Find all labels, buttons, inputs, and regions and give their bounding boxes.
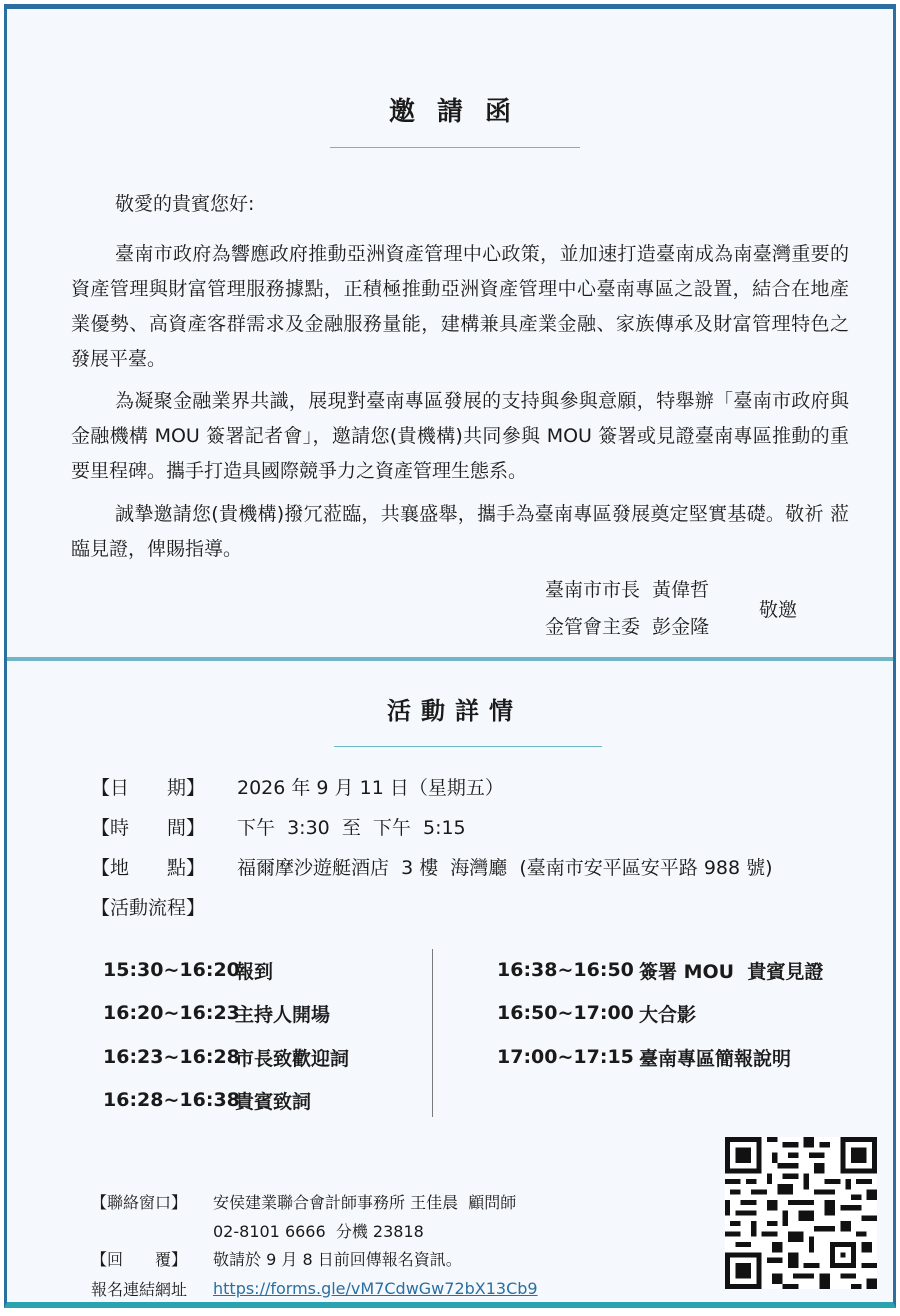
schedule-time: 15:30~16:20 — [103, 959, 240, 981]
phone-row — [91, 1217, 424, 1243]
contact-row — [91, 1188, 516, 1214]
schedule-activity: 大合影 — [639, 1003, 697, 1026]
schedule-time: 16:50~17:00 — [497, 1002, 634, 1024]
paragraph-2: 為凝聚金融業界共識，展現對臺南專區發展的支持與參與意願，特舉辦「臺南市政府與金融機構 MOU 簽署記者會」，邀請您(貴機構)共同參與 MOU 簽署或見證臺南專區推動的重要里程碑。攜手打造具國際競爭力之資產管理生態系。 — [71, 390, 849, 482]
signatories — [545, 572, 709, 646]
reply-label: 【回 覆】 — [91, 1249, 188, 1269]
details-title: 活動詳情 — [387, 697, 523, 725]
schedule-activity: 臺南專區簡報說明 — [639, 1047, 792, 1070]
reply-value: 敬請於 9 月 8 日前回傳報名資訊。 — [213, 1249, 462, 1269]
invitation-title: 邀請函 — [388, 97, 533, 127]
schedule-time: 16:23~16:28 — [103, 1046, 240, 1068]
date-label: 【日 期】 — [91, 776, 206, 799]
flow-label: 【活動流程】 — [91, 896, 206, 919]
flow-row — [91, 891, 237, 921]
schedule-time: 16:38~16:50 — [497, 959, 634, 981]
schedule-activity: 貴賓致詞 — [235, 1090, 312, 1113]
schedule-activity: 主持人開場 — [235, 1003, 331, 1026]
schedule-item — [103, 1043, 349, 1071]
paragraph-1: 臺南市政府為響應政府推動亞洲資產管理中心政策，並加速打造臺南成為南臺灣重要的資產管理與財富管理服務據點，正積極推動亞洲資產管理中心臺南專區之設置，結合在地產業優勢、高資產客群需求及金融服務量能，建構兼具產業金融、家族傳承及財富管理特色之發展平臺。 — [71, 243, 849, 370]
place-row — [91, 851, 773, 881]
schedule-item — [497, 956, 823, 984]
schedule-time: 16:20~16:23 — [103, 1002, 240, 1024]
closing: 敬邀 — [759, 599, 798, 621]
schedule-item — [103, 956, 273, 984]
details-underline — [334, 746, 602, 747]
date-row — [91, 771, 504, 801]
phone-value: 02-8101 6666 分機 23818 — [213, 1221, 424, 1241]
schedule-activity: 簽署 MOU 貴賓見證 — [639, 960, 824, 983]
schedule-item — [103, 999, 330, 1027]
signatory-mayor: 臺南市市長 黃偉哲 — [545, 579, 710, 601]
time-row — [91, 811, 466, 841]
place-value: 福爾摩沙遊艇酒店 3 樓 海灣廳 (臺南市安平區安平路 988 號) — [237, 856, 773, 879]
schedule-time: 16:28~16:38 — [103, 1089, 240, 1111]
time-label: 【時 間】 — [91, 816, 206, 839]
schedule-time: 17:00~17:15 — [497, 1046, 634, 1068]
qr-code-icon — [725, 1137, 877, 1289]
signatory-fsc: 金管會主委 彭金隆 — [545, 616, 710, 638]
registration-row — [91, 1275, 538, 1301]
schedule-item — [497, 999, 696, 1027]
schedule-item — [497, 1043, 791, 1071]
schedule-item — [103, 1086, 311, 1114]
invitation-section — [7, 9, 893, 657]
invitation-page — [4, 4, 896, 1308]
schedule-divider — [432, 949, 433, 1117]
time-value: 下午 3:30 至 下午 5:15 — [237, 816, 466, 839]
title-underline — [330, 147, 580, 148]
schedule-activity: 市長致歡迎詞 — [235, 1047, 350, 1070]
schedule-activity: 報到 — [235, 960, 274, 983]
contact-label: 【聯絡窗口】 — [91, 1192, 188, 1212]
registration-label: 報名連結網址 — [91, 1279, 188, 1299]
registration-link[interactable]: https://forms.gle/vM7CdwGw72bX13Cb9 — [213, 1278, 538, 1298]
reply-row — [91, 1245, 462, 1271]
greeting: 敬愛的貴賓您好: — [115, 193, 255, 215]
place-label: 【地 點】 — [91, 856, 206, 879]
paragraph-3: 誠摯邀請您(貴機構)撥冗蒞臨，共襄盛舉，攜手為臺南專區發展奠定堅實基礎。敬祈 蒞臨見證，俾賜指導。 — [71, 503, 849, 560]
section-divider — [7, 657, 893, 661]
date-value: 2026 年 9 月 11 日（星期五） — [237, 776, 504, 799]
contact-value: 安侯建業聯合會計師事務所 王佳晨 顧問師 — [213, 1192, 517, 1212]
